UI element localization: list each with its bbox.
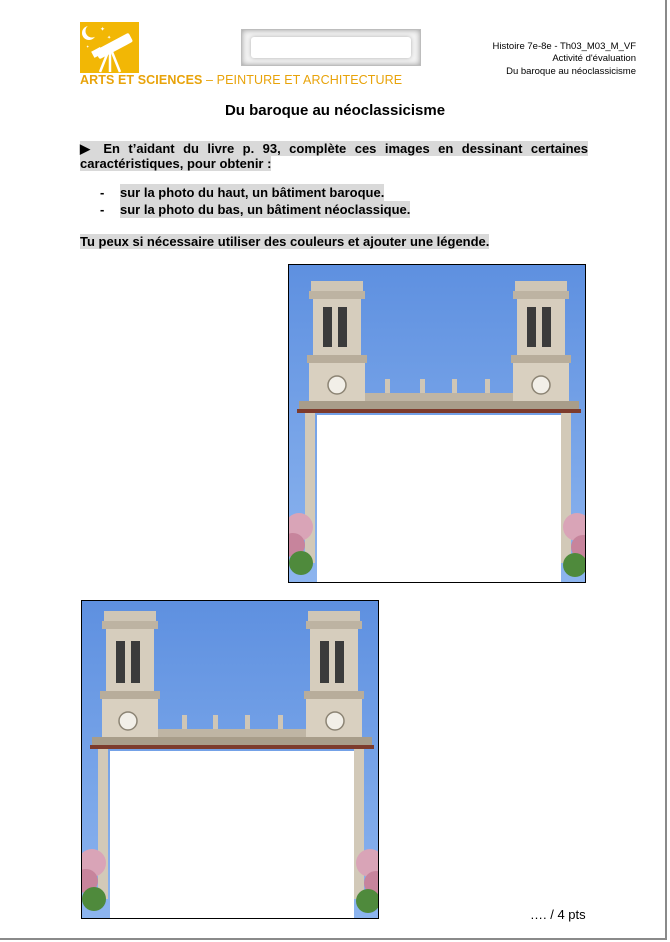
svg-text:✦: ✦ (107, 35, 112, 41)
name-box-inner (251, 37, 411, 58)
church-facade-image (82, 601, 379, 919)
student-name-box[interactable] (241, 29, 421, 66)
bullet-list (100, 184, 410, 218)
logo-brand-line (80, 73, 402, 87)
instruction-text: En t’aidant du livre p. 93, complète ces images en dessinant certaines caractéristiques, pour obtenir : (80, 141, 588, 171)
doc-topic: Du baroque au néoclassicisme (506, 65, 636, 77)
svg-text:✦: ✦ (86, 44, 90, 49)
bullet-item (100, 184, 410, 201)
course-code: Histoire 7e-8e - Th03_M03_M_VF (492, 41, 636, 52)
note: Tu peux si nécessaire utiliser des couleurs et ajouter une légende. (80, 234, 490, 249)
score: …. / 4 pts (530, 907, 586, 922)
church-facade-image (289, 265, 586, 583)
activity-label: Activité d'évaluation (552, 53, 636, 65)
logo-subtitle: – PEINTURE ET ARCHITECTURE (206, 73, 403, 87)
bullet-dash: - (100, 202, 105, 217)
photo-neoclassical[interactable] (81, 600, 379, 919)
bullet-text: sur la photo du bas, un bâtiment néoclassique. (120, 202, 411, 217)
header-info (493, 41, 636, 78)
photo-baroque[interactable] (288, 264, 586, 583)
triangle-icon: ▶ (80, 141, 95, 156)
telescope-logo (80, 22, 139, 73)
telescope-icon (80, 22, 139, 73)
bullet-text: sur la photo du haut, un bâtiment baroque. (120, 185, 385, 200)
svg-text:✦: ✦ (100, 26, 106, 33)
bullet-dash: - (100, 185, 105, 200)
instruction (80, 141, 588, 171)
page-title: Du baroque au néoclassicisme (224, 102, 446, 119)
instruction-highlight (80, 141, 588, 171)
bullet-item (100, 201, 410, 218)
logo-brand: ARTS ET SCIENCES (80, 73, 203, 87)
